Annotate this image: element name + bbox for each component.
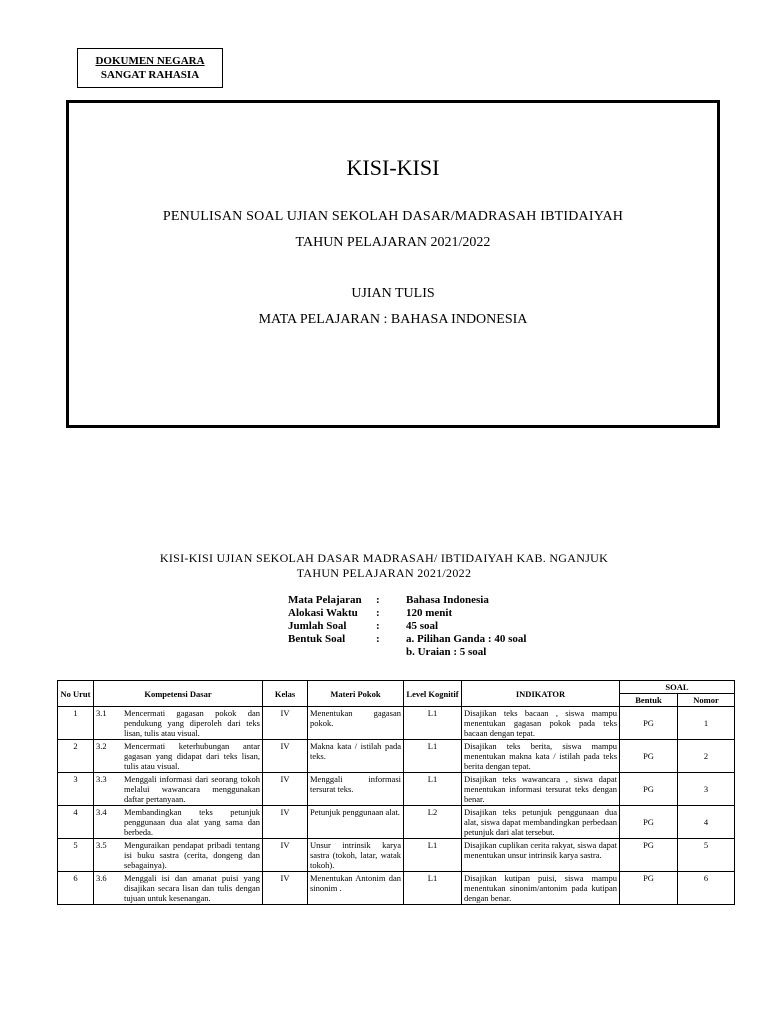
cell-kelas: IV	[263, 806, 308, 839]
kd-text: Mencermati gagasan pokok dan pendukung yang diperoleh dari teks lisan, tulis atau visual.	[124, 708, 260, 738]
meta-value: 45 soal	[406, 620, 439, 632]
kd-number: 3.4	[96, 807, 107, 817]
kd-text: Menguraikan pendapat pribadi tentang isi buku sastra (cerita, dongeng dan sebagainya).	[124, 840, 260, 870]
cell-bentuk: PG	[620, 707, 678, 740]
stamp-line-1: DOKUMEN NEGARA	[95, 55, 205, 67]
cell-indikator: Disajikan teks wawancara , siswa dapat menentukan informasi tersurat teks dengan benar.	[462, 773, 620, 806]
cell-level: L1	[404, 872, 462, 905]
cover-subtitle-1: PENULISAN SOAL UJIAN SEKOLAH DASAR/MADRASAH IBTIDAIYAH	[162, 209, 624, 224]
cell-level: L1	[404, 707, 462, 740]
cell-indikator: Disajikan teks bacaan , siswa mampu menentukan gagasan pokok pada teks bacaan dengan tepat.	[462, 707, 620, 740]
meta-colon: :	[376, 594, 380, 606]
kd-number: 3.6	[96, 873, 107, 883]
meta-value: 120 menit	[406, 607, 453, 619]
grid-heading-2: TAHUN PELAJARAN 2021/2022	[296, 566, 472, 580]
kd-number: 3.3	[96, 774, 107, 784]
cell-materi: Unsur intrinsik karya sastra (tokoh, latar, watak tokoh).	[308, 839, 404, 872]
cell-nomor: 2	[678, 740, 735, 773]
cell-kelas: IV	[263, 740, 308, 773]
kd-text: Membandingkan teks petunjuk penggunaan dua alat yang sama dan berbeda.	[124, 807, 260, 837]
table-row	[58, 839, 735, 872]
confidential-stamp	[77, 48, 223, 88]
cell-no: 1	[58, 707, 94, 740]
cell-materi: Menentukan Antonim dan sinonim .	[308, 872, 404, 905]
cover-subtitle-2: TAHUN PELAJARAN 2021/2022	[295, 235, 491, 250]
meta-label: Bentuk Soal	[288, 633, 346, 645]
cell-kd	[94, 839, 263, 872]
cell-bentuk: PG	[620, 773, 678, 806]
meta-colon: :	[376, 633, 380, 645]
kisi-table	[57, 680, 735, 905]
cell-materi: Menentukan gagasan pokok.	[308, 707, 404, 740]
cell-no: 2	[58, 740, 94, 773]
meta-value: Bahasa Indonesia	[406, 594, 489, 606]
meta-label: Jumlah Soal	[288, 620, 347, 632]
cell-nomor: 5	[678, 839, 735, 872]
kd-number: 3.2	[96, 741, 107, 751]
cell-bentuk: PG	[620, 872, 678, 905]
cell-kd	[94, 707, 263, 740]
cell-kd	[94, 773, 263, 806]
header-kelas: Kelas	[263, 681, 308, 707]
cover-box	[66, 100, 720, 428]
cell-no: 4	[58, 806, 94, 839]
cell-kelas: IV	[263, 872, 308, 905]
cell-no: 5	[58, 839, 94, 872]
cover-exam-type: UJIAN TULIS	[351, 286, 435, 301]
cell-level: L1	[404, 740, 462, 773]
table-row	[58, 872, 735, 905]
cell-level: L1	[404, 773, 462, 806]
cell-kd	[94, 740, 263, 773]
cell-kd	[94, 872, 263, 905]
cell-kelas: IV	[263, 773, 308, 806]
cell-level: L2	[404, 806, 462, 839]
cell-indikator: Disajikan cuplikan cerita rakyat, siswa dapat menentukan unsur intrinsik karya sastra.	[462, 839, 620, 872]
meta-value: b. Uraian : 5 soal	[406, 646, 487, 658]
cell-materi: Makna kata / istilah pada teks.	[308, 740, 404, 773]
cell-indikator: Disajikan teks berita, siswa mampu menentukan makna kata / istilah pada teks berita dengan tepat.	[462, 740, 620, 773]
kd-number: 3.1	[96, 708, 107, 718]
header-kd: Kompetensi Dasar	[94, 681, 263, 707]
cover-subject: MATA PELAJARAN : BAHASA INDONESIA	[258, 312, 528, 327]
cell-kd	[94, 806, 263, 839]
kd-text: Mencermati keterhubungan antar gagasan yang didapat dari teks lisan, tulis atau visual.	[124, 741, 260, 771]
cell-kelas: IV	[263, 707, 308, 740]
meta-value: a. Pilihan Ganda : 40 soal	[406, 633, 527, 645]
cell-indikator: Disajikan kutipan puisi, siswa mampu menentukan sinonim/antonim pada kutipan dengan benar.	[462, 872, 620, 905]
table-header-row	[58, 681, 735, 694]
table-row	[58, 740, 735, 773]
kd-text: Menggali informasi dari seorang tokoh melalui wawancara menggunakan daftar pertanyaan.	[124, 774, 260, 804]
header-no: No Urut	[58, 681, 94, 707]
cell-indikator: Disajikan teks petunjuk penggunaan dua alat, siswa dapat membandingkan perbedaan petunjuk dari alat tersebut.	[462, 806, 620, 839]
stamp-line-2: SANGAT RAHASIA	[100, 69, 200, 81]
cell-materi: Menggali informasi tersurat teks.	[308, 773, 404, 806]
header-level: Level Kognitif	[404, 681, 462, 707]
kd-number: 3.5	[96, 840, 107, 850]
table-row	[58, 806, 735, 839]
cell-bentuk: PG	[620, 806, 678, 839]
cover-title: KISI-KISI	[346, 155, 440, 180]
cell-nomor: 4	[678, 806, 735, 839]
header-bentuk: Bentuk	[620, 694, 678, 707]
grid-heading-1: KISI-KISI UJIAN SEKOLAH DASAR MADRASAH/ IBTIDAIYAH KAB. NGANJUK	[159, 551, 609, 565]
header-materi: Materi Pokok	[308, 681, 404, 707]
header-soal: SOAL	[620, 681, 735, 694]
cell-nomor: 1	[678, 707, 735, 740]
header-nomor: Nomor	[678, 694, 735, 707]
cell-no: 3	[58, 773, 94, 806]
table-row	[58, 773, 735, 806]
meta-colon: :	[376, 620, 380, 632]
meta-colon: :	[376, 607, 380, 619]
kd-text: Menggali isi dan amanat puisi yang disajikan secara lisan dan tulis dengan tujuan untuk kesenangan.	[124, 873, 260, 903]
cell-kelas: IV	[263, 839, 308, 872]
cell-no: 6	[58, 872, 94, 905]
cell-nomor: 6	[678, 872, 735, 905]
cell-materi: Petunjuk penggunaan alat.	[308, 806, 404, 839]
header-indikator: INDIKATOR	[462, 681, 620, 707]
cell-bentuk: PG	[620, 839, 678, 872]
meta-label: Mata Pelajaran	[288, 594, 362, 606]
cell-bentuk: PG	[620, 740, 678, 773]
cell-level: L1	[404, 839, 462, 872]
table-row	[58, 707, 735, 740]
cell-nomor: 3	[678, 773, 735, 806]
meta-label: Alokasi Waktu	[288, 607, 358, 619]
